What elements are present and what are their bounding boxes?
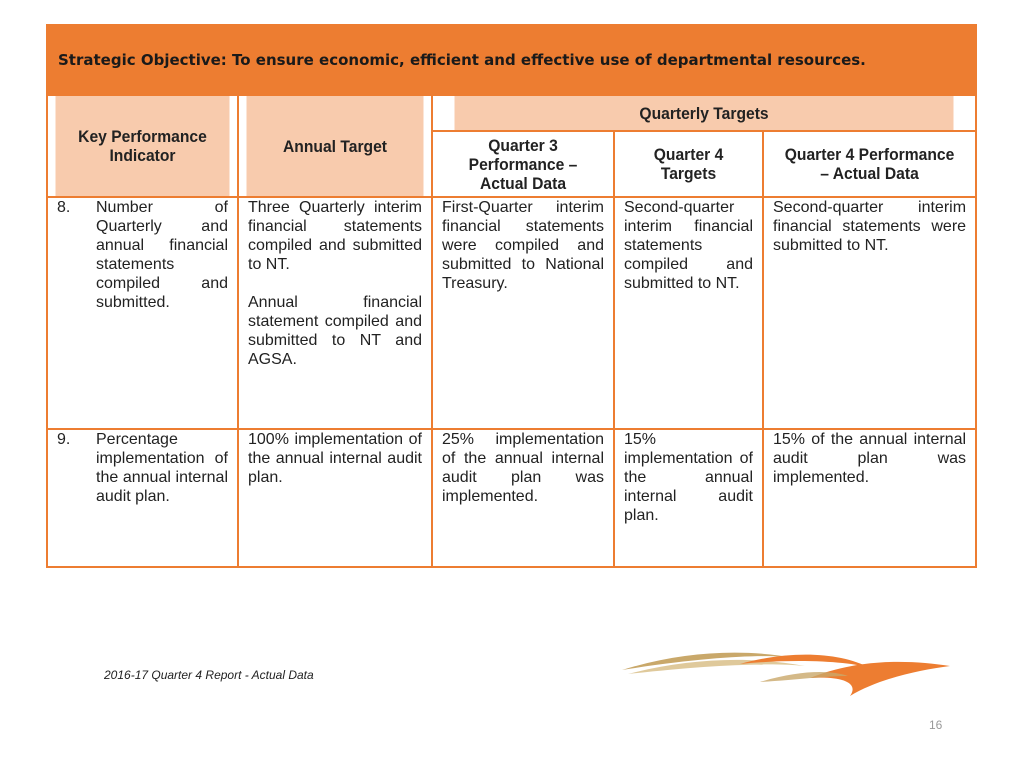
swoosh-logo-icon xyxy=(620,648,955,700)
q3-performance-text: 25% implementation of the annual internal audit plan was implemented. xyxy=(442,431,604,505)
row-number: 8. xyxy=(57,199,71,216)
objective-row xyxy=(47,25,976,95)
q3-performance-cell xyxy=(432,197,614,429)
table-row xyxy=(47,197,976,429)
header-kpi-label: Key Performance Indicator xyxy=(78,127,207,165)
header-q4-targets xyxy=(614,131,763,197)
row-number: 9. xyxy=(57,431,71,448)
kpi-text: Number of Quarterly and annual financial statements compiled and submitted. xyxy=(96,199,228,311)
q4-target-text: 15% implementation of the annual internal audit plan. xyxy=(624,431,753,524)
kpi-cell xyxy=(47,197,238,429)
header-q4-performance-label: Quarter 4 Performance – Actual Data xyxy=(784,145,955,183)
strategic-objective: Strategic Objective: To ensure economic, efficient and effective use of departmental resources. xyxy=(47,25,976,95)
header-kpi xyxy=(55,95,231,197)
table-row xyxy=(47,429,976,567)
performance-table xyxy=(46,24,977,568)
header-q3-performance xyxy=(432,131,614,197)
annual-target-text: 100% implementation of the annual internal audit plan. xyxy=(248,431,422,486)
annual-target-text-2: Annual financial statement compiled and submitted to NT and AGSA. xyxy=(248,294,422,368)
annual-target-cell xyxy=(238,429,432,567)
header-annual-target-label: Annual Target xyxy=(283,136,387,156)
header-quarterly-targets xyxy=(454,95,955,131)
q3-performance-cell xyxy=(432,429,614,567)
header-quarterly-targets-label: Quarterly Targets xyxy=(639,103,769,123)
q4-performance-text: Second-quarter interim financial statements were submitted to NT. xyxy=(773,199,967,254)
kpi-cell xyxy=(47,429,238,567)
annual-target-text: Three Quarterly interim financial statements compiled and submitted to NT. xyxy=(248,199,422,273)
kpi-text: Percentage implementation of the annual internal audit plan. xyxy=(96,431,228,505)
q4-performance-cell xyxy=(763,197,976,429)
page-number: 16 xyxy=(929,718,943,732)
q4-performance-text: 15% of the annual internal audit plan was implemented. xyxy=(773,431,967,486)
header-q4-targets-label: Quarter 4 Targets xyxy=(653,145,724,183)
footer-note: 2016-17 Quarter 4 Report - Actual Data xyxy=(104,668,314,682)
q4-target-text: Second-quarter interim financial statements compiled and submitted to NT. xyxy=(624,199,753,292)
header-q4-performance xyxy=(763,131,976,197)
annual-target-cell xyxy=(238,197,432,429)
q3-performance-text: First-Quarter interim financial statements were compiled and submitted to National Treasury. xyxy=(442,199,604,292)
q4-target-cell xyxy=(614,429,763,567)
header-annual-target xyxy=(246,95,424,197)
header-row-1 xyxy=(47,95,976,131)
header-q3-performance-label: Quarter 3 Performance – Actual Data xyxy=(468,135,578,193)
q4-target-cell xyxy=(614,197,763,429)
q4-performance-cell xyxy=(763,429,976,567)
